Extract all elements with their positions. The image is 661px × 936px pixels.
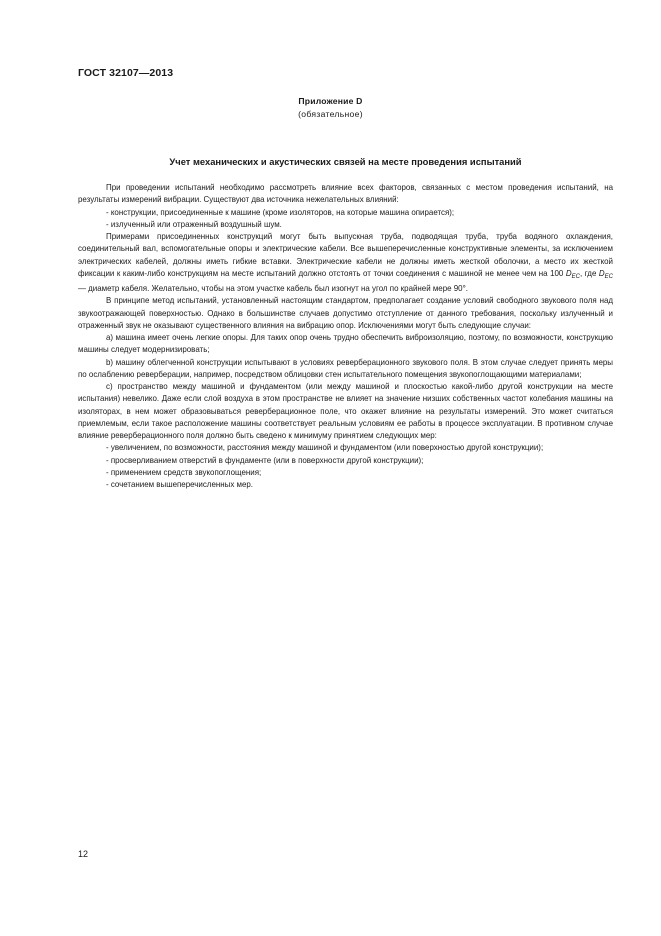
examples-text-before: Примерами присоединенных конструкций могут быть выпускная труба, подводящая труба, труба водяного охлаждения, соединительный вал, вспомогательные опоры и электрические кабели. Все вышеперечисленные конструктивные элементы, за исключением электрических кабелей, должны иметь гибкие вставки. Электрические кабели не должны иметь жесткой оболочки, а место их жесткой фиксации к каким-либо конструкциям на месте испытаний должно отстоять от точки соединения с машиной не менее чем на 100 [78,232,613,278]
measure-item: - применением средств звукопоглощения; [106,467,262,477]
section-title: Учет механических и акустических связей на месте проведения испытаний [169,156,522,167]
symbol-d: D [598,268,605,278]
source-item: - излученный или отраженный воздушный шум. [106,219,282,229]
symbol-subscript: EC [604,273,613,280]
measure-item: - просверливанием отверстий в фундаменте (или в поверхности другой конструкции); [106,455,424,465]
examples-paragraph [78,231,613,295]
symbol-subscript: EC [571,273,580,280]
body-text [78,182,613,491]
measure-item: - увеличением, по возможности, расстояния между машиной и фундаментом (или поверхностью другой конструкции); [106,443,544,453]
principle-paragraph: В принципе метод испытаний, установленный настоящим стандартом, предполагает создание условий свободного звукового поля над звукоотражающей поверхностью. Однако в большинстве случаев допустимо отступление от данного требования, поскольку излученный и отраженный звук не оказывают существенного влияния на вибрацию опор. Исключениями могут быть следующие случаи: [78,296,613,330]
case-item-b: b) машину облегченной конструкции испытывают в условиях реверберационного звукового поля. В этом случае следует принять меры по ослаблению реверберации, например, посредством облицовки стен испытательного помещения звукопоглощающими материалами; [78,357,613,379]
case-item-a: а) машина имеет очень легкие опоры. Для таких опор очень трудно обеспечить виброизоляцию, поэтому, по возможности, конструкцию машины следует модернизировать; [78,333,613,355]
document-code-header: ГОСТ 32107—2013 [78,67,174,79]
examples-text-after: — диаметр кабеля. Желательно, чтобы на этом участке кабель был изогнут на угол по крайней мере 90°. [78,284,468,293]
measure-item: - сочетанием вышеперечисленных мер. [106,480,253,489]
symbol-d: D [565,268,572,278]
source-item: - конструкции, присоединенные к машине (кроме изоляторов, на которые машина опирается); [106,207,455,217]
annex-status: (обязательное) [298,109,363,119]
annex-title: Приложение D [298,96,363,106]
case-item-c: с) пространство между машиной и фундаментом (или между машиной и плоскостью какой-либо другой конструкции на месте испытания) невелико. Даже если слой воздуха в этом пространстве не влияет на значение низших собственных частот колебания машины на изоляторах, в нем может образовываться реверберационное поле, что окажет влияние на результаты измерений. Это может считаться приемлемым, если такое расположение машины соответствует реальным условиям ее работы в процессе эксплуатации. В противном случае влияние реверберационного поля должно быть сведено к минимуму принятием следующих мер: [78,382,613,440]
annex-heading [0,95,661,121]
page-number: 12 [78,849,89,859]
intro-paragraph: При проведении испытаний необходимо рассмотреть влияние всех факторов, связанных с местом проведения испытаний, на результаты измерений вибрации. Существуют два источника нежелательных влияний: [78,183,613,205]
examples-text-mid: , где [580,268,599,278]
